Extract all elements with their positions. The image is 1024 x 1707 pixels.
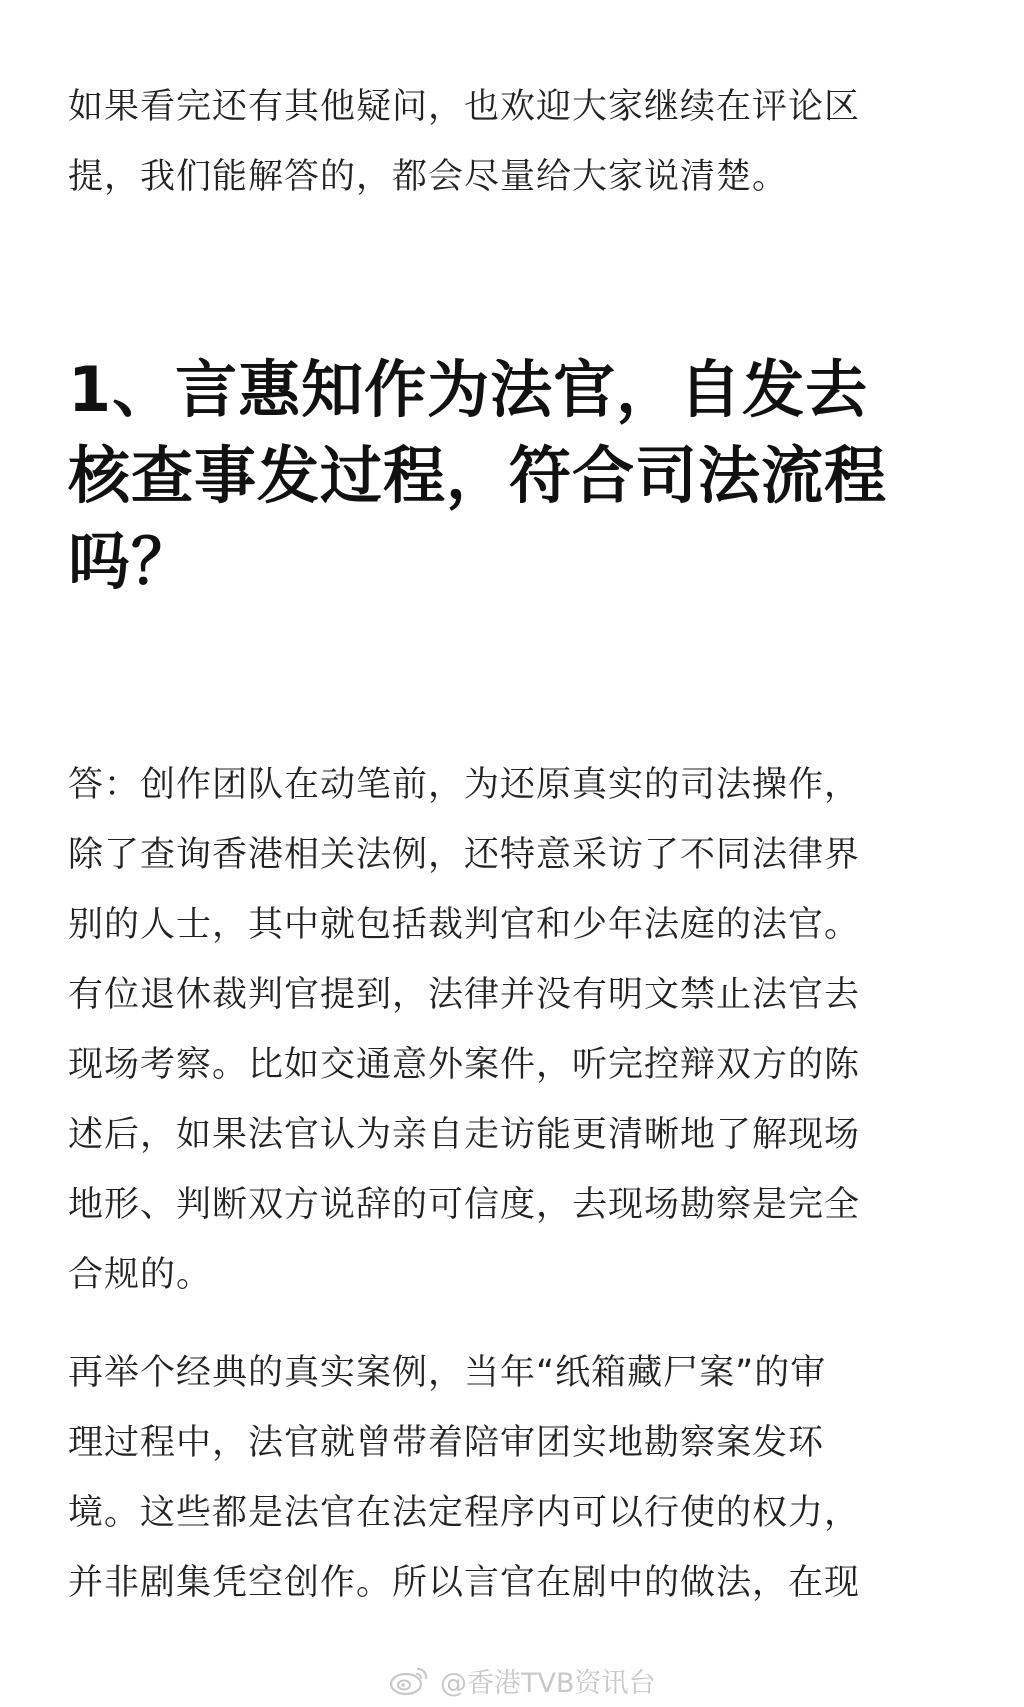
answer-line: 合规的。 xyxy=(68,1255,213,1295)
answer-line: 答：创作团队在动笔前，为还原真实的司法操作， xyxy=(68,765,861,805)
heading-line: 吗？ xyxy=(68,525,195,598)
answer-line: 地形、判断双方说辞的可信度，去现场勘察是完全 xyxy=(68,1185,861,1225)
intro-line: 如果看完还有其他疑问，也欢迎大家继续在评论区 xyxy=(68,87,861,127)
intro-line: 提，我们能解答的，都会尽量给大家说清楚。 xyxy=(68,157,789,197)
case-example-line: 并非剧集凭空创作。所以言官在剧中的做法，在现 xyxy=(68,1563,861,1603)
answer-line: 别的人士，其中就包括裁判官和少年法庭的法官。 xyxy=(68,905,861,945)
answer-line: 现场考察。比如交通意外案件，听完控辩双方的陈 xyxy=(68,1045,861,1085)
answer-line: 述后，如果法官认为亲自走访能更清晰地了解现场 xyxy=(68,1115,861,1155)
weibo-icon xyxy=(388,1664,432,1696)
answer-line: 除了查询香港相关法例，还特意采访了不同法律界 xyxy=(68,835,861,875)
watermark-text: @香港TVB资讯台 xyxy=(440,1667,656,1699)
intro-paragraph xyxy=(68,72,968,212)
question-heading xyxy=(68,347,968,605)
case-example-line: 境。这些都是法官在法定程序内可以行使的权力， xyxy=(68,1493,861,1533)
case-example-paragraph xyxy=(68,1338,968,1618)
watermark xyxy=(388,1662,656,1698)
answer-paragraph xyxy=(68,750,968,1310)
heading-line: 1、言惠知作为法官，自发去 xyxy=(68,353,869,426)
case-example-line: 再举个经典的真实案例，当年“纸箱藏尸案”的审 xyxy=(68,1353,827,1393)
heading-line: 核查事发过程，符合司法流程 xyxy=(68,439,888,512)
answer-line: 有位退休裁判官提到，法律并没有明文禁止法官去 xyxy=(68,975,861,1015)
case-example-line: 理过程中，法官就曾带着陪审团实地勘察案发环 xyxy=(68,1423,825,1463)
